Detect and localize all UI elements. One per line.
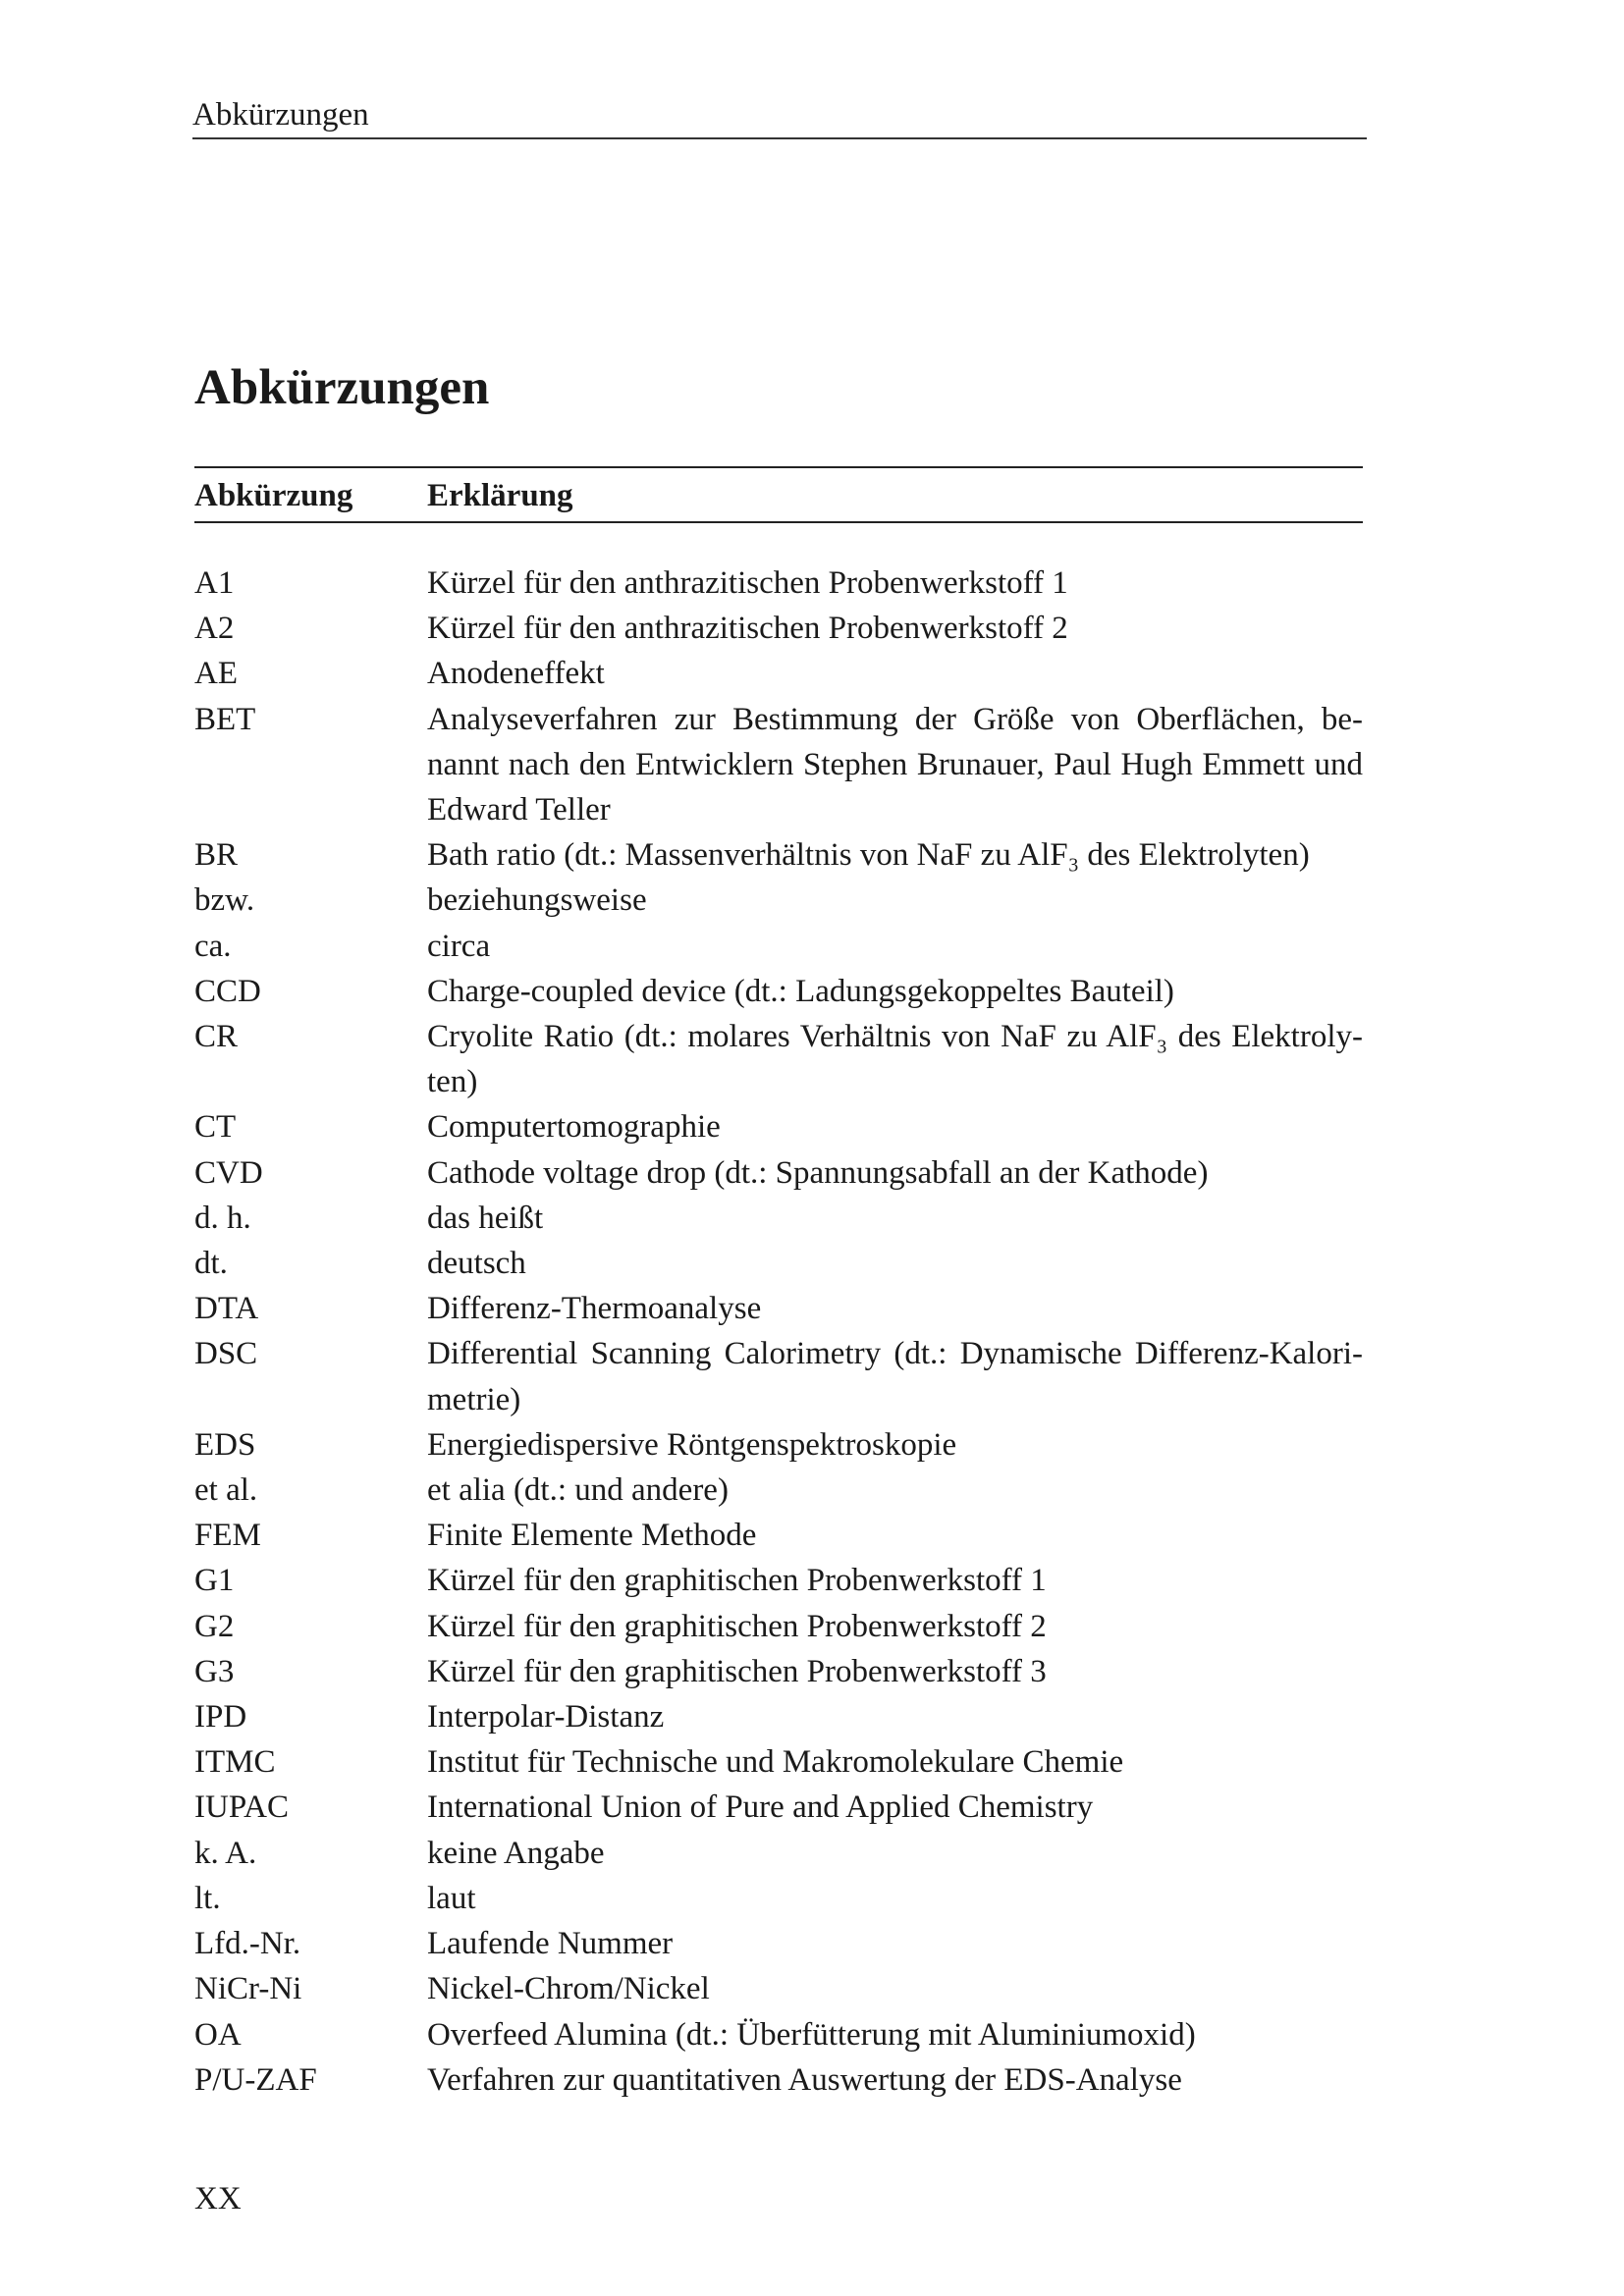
abbreviation-cell: CR xyxy=(194,1019,239,1055)
explanation-line: Verfahren zur quantitativen Auswertung der EDS-Analyse xyxy=(427,2061,1182,2098)
abbreviation-cell: NiCr-Ni xyxy=(194,1971,302,2007)
abbreviation-cell: d. h. xyxy=(194,1200,251,1236)
abbreviation-cell: G2 xyxy=(194,1608,235,1644)
table-row xyxy=(194,1241,1363,1286)
abbreviation-cell: CVD xyxy=(194,1154,263,1191)
table-row xyxy=(194,1739,1363,1785)
explanation-line: Charge-coupled device (dt.: Ladungsgekoppeltes Bauteil) xyxy=(427,973,1174,1009)
explanation-cell xyxy=(427,1104,1363,1149)
abbreviation-list xyxy=(194,561,1363,2103)
table-row xyxy=(194,1966,1363,2011)
explanation-line: Kürzel für den anthrazitischen Probenwerkstoff 1 xyxy=(427,565,1068,601)
abbreviation-cell: G1 xyxy=(194,1563,235,1599)
abbreviation-cell: IPD xyxy=(194,1699,247,1735)
abbreviation-cell: FEM xyxy=(194,1518,261,1554)
explanation-line: Kürzel für den anthrazitischen Probenwerkstoff 2 xyxy=(427,611,1068,647)
table-row xyxy=(194,561,1363,606)
explanation-cell xyxy=(427,832,1363,878)
abbreviation-cell: bzw. xyxy=(194,882,255,919)
abbreviation-cell: OA xyxy=(194,2016,242,2053)
explanation-cell xyxy=(427,1513,1363,1558)
explanation-line: das heißt xyxy=(427,1200,544,1236)
abbreviation-cell: G3 xyxy=(194,1653,235,1689)
explanation-line: Kürzel für den graphitischen Probenwerkstoff 1 xyxy=(427,1563,1047,1599)
abbreviation-cell: EDS xyxy=(194,1426,256,1463)
explanation-line: Kürzel für den graphitischen Probenwerkstoff 2 xyxy=(427,1608,1047,1644)
explanation-line: Anodeneffekt xyxy=(427,656,605,692)
explanation-cell xyxy=(427,1876,1363,1921)
explanation-cell xyxy=(427,561,1363,606)
table-row xyxy=(194,606,1363,651)
table-row xyxy=(194,1104,1363,1149)
explanation-cell xyxy=(427,1785,1363,1830)
table-row xyxy=(194,2057,1363,2103)
abbreviation-cell: k. A. xyxy=(194,1835,257,1871)
abbreviation-cell: DSC xyxy=(194,1336,258,1372)
abbreviation-cell: CT xyxy=(194,1109,237,1146)
table-row xyxy=(194,651,1363,696)
abbreviation-cell: A2 xyxy=(194,611,235,647)
explanation-line: et alia (dt.: und andere) xyxy=(427,1472,729,1509)
table-row xyxy=(194,1694,1363,1739)
explanation-cell xyxy=(427,1921,1363,1966)
table-row xyxy=(194,924,1363,969)
explanation-line: Kürzel für den graphitischen Probenwerkstoff 3 xyxy=(427,1653,1047,1689)
abbreviation-cell: et al. xyxy=(194,1472,258,1509)
explanation-cell xyxy=(427,1468,1363,1513)
explanation-cell xyxy=(427,878,1363,923)
table-row xyxy=(194,1876,1363,1921)
explanation-cell xyxy=(427,1649,1363,1694)
explanation-line: Interpolar-Distanz xyxy=(427,1699,665,1735)
table-row xyxy=(194,1196,1363,1241)
explanation-cell xyxy=(427,1150,1363,1196)
explanation-line: Cathode voltage drop (dt.: Spannungsabfall an der Kathode) xyxy=(427,1154,1209,1191)
table-row xyxy=(194,1921,1363,1966)
explanation-line: keine Angabe xyxy=(427,1835,605,1871)
explanation-line: ten) xyxy=(427,1064,478,1100)
table-row xyxy=(194,878,1363,923)
abbreviation-cell: IUPAC xyxy=(194,1789,289,1826)
abbreviation-cell: AE xyxy=(194,656,238,692)
explanation-line: deutsch xyxy=(427,1246,526,1282)
table-row xyxy=(194,1286,1363,1331)
page-title: Abkürzungen xyxy=(194,360,490,415)
explanation-line: Analyseverfahren zur Bestimmung der Größe von Oberflächen, be- xyxy=(427,701,1363,737)
abbreviation-cell: lt. xyxy=(194,1880,221,1916)
explanation-cell xyxy=(427,969,1363,1014)
explanation-line: Nickel-Chrom/Nickel xyxy=(427,1971,710,2007)
explanation-cell xyxy=(427,606,1363,651)
abbreviation-cell: dt. xyxy=(194,1246,228,1282)
explanation-cell xyxy=(427,2012,1363,2057)
explanation-line: laut xyxy=(427,1880,476,1916)
explanation-line: Overfeed Alumina (dt.: Überfütterung mit Aluminiumoxid) xyxy=(427,2016,1196,2053)
abbreviation-cell: BR xyxy=(194,837,239,874)
explanation-line: Differenz-Thermoanalyse xyxy=(427,1291,762,1327)
explanation-cell xyxy=(427,697,1363,833)
explanation-cell xyxy=(427,1286,1363,1331)
explanation-cell xyxy=(427,1196,1363,1241)
table-row xyxy=(194,1513,1363,1558)
abbreviation-cell: CCD xyxy=(194,973,261,1009)
table-row xyxy=(194,1468,1363,1513)
table-row xyxy=(194,1649,1363,1694)
explanation-cell xyxy=(427,651,1363,696)
abbreviation-cell: BET xyxy=(194,701,256,737)
explanation-line: Bath ratio (dt.: Massenverhältnis von NaF zu AlF₃ des Elektrolyten) xyxy=(427,837,1310,874)
explanation-line: Energiedispersive Röntgenspektroskopie xyxy=(427,1426,957,1463)
table-row xyxy=(194,1558,1363,1603)
explanation-line: nannt nach den Entwicklern Stephen Brunauer, Paul Hugh Emmett und xyxy=(427,746,1363,782)
explanation-line: Cryolite Ratio (dt.: molares Verhältnis von NaF zu AlF₃ des Elektroly- xyxy=(427,1019,1363,1055)
explanation-cell xyxy=(427,1014,1363,1104)
explanation-line: International Union of Pure and Applied Chemistry xyxy=(427,1789,1094,1826)
table-row xyxy=(194,2012,1363,2057)
table-row xyxy=(194,1785,1363,1830)
column-header-abbreviation: Abkürzung xyxy=(194,478,353,513)
table-row xyxy=(194,1831,1363,1876)
explanation-cell xyxy=(427,1831,1363,1876)
table-row xyxy=(194,1331,1363,1421)
explanation-line: Institut für Technische und Makromolekulare Chemie xyxy=(427,1744,1124,1781)
column-header-explanation: Erklärung xyxy=(427,478,573,513)
explanation-line: Edward Teller xyxy=(427,792,611,828)
table-header xyxy=(194,466,1363,523)
explanation-cell xyxy=(427,1422,1363,1468)
table-row xyxy=(194,1150,1363,1196)
table-row xyxy=(194,969,1363,1014)
abbreviation-cell: P/U-ZAF xyxy=(194,2061,317,2098)
abbreviation-cell: ca. xyxy=(194,928,232,964)
abbreviation-cell: A1 xyxy=(194,565,235,601)
explanation-cell xyxy=(427,924,1363,969)
table-row xyxy=(194,1014,1363,1104)
explanation-line: circa xyxy=(427,928,491,964)
explanation-line: Finite Elemente Methode xyxy=(427,1518,757,1554)
explanation-cell xyxy=(427,1966,1363,2011)
explanation-cell xyxy=(427,1604,1363,1649)
abbreviation-cell: ITMC xyxy=(194,1744,276,1781)
explanation-cell xyxy=(427,1558,1363,1603)
table-row xyxy=(194,1422,1363,1468)
explanation-line: Computertomographie xyxy=(427,1109,721,1146)
table-row xyxy=(194,697,1363,833)
abbreviation-cell: Lfd.-Nr. xyxy=(194,1926,301,1962)
explanation-line: beziehungsweise xyxy=(427,882,647,919)
table-row xyxy=(194,1604,1363,1649)
explanation-line: Laufende Nummer xyxy=(427,1926,674,1962)
explanation-cell xyxy=(427,1739,1363,1785)
explanation-line: Differential Scanning Calorimetry (dt.: Dynamische Differenz-Kalori- xyxy=(427,1336,1363,1372)
explanation-line: metrie) xyxy=(427,1381,521,1417)
explanation-cell xyxy=(427,1241,1363,1286)
explanation-cell xyxy=(427,1331,1363,1421)
explanation-cell xyxy=(427,1694,1363,1739)
explanation-cell xyxy=(427,2057,1363,2103)
abbreviation-cell: DTA xyxy=(194,1291,259,1327)
table-row xyxy=(194,832,1363,878)
running-header: Abkürzungen xyxy=(192,94,1367,139)
page-number: XX xyxy=(194,2181,242,2216)
